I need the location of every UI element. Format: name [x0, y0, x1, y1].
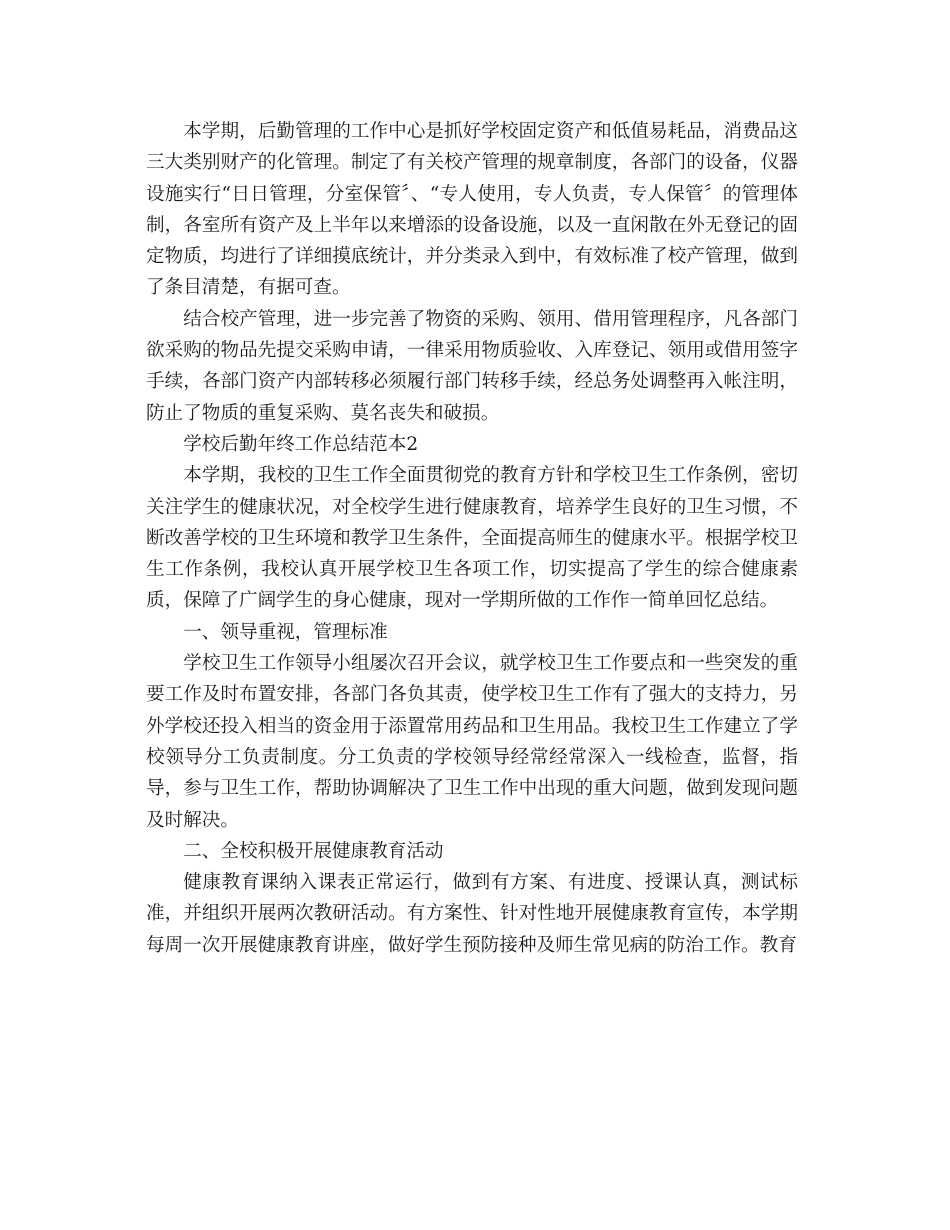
paragraph-hygiene-intro: 本学期，我校的卫生工作全面贯彻党的教育方针和学校卫生工作条例，密切关注学生的健康状况，对全校学生进行健康教育，培养学生良好的卫生习惯，不断改善学校的卫生环境和教学卫生条件，全面提高师生的健康水平。根据学校卫生工作条例，我校认真开展学校卫生各项工作，切实提高了学生的综合健康素质，保障了广阔学生的身心健康，现对一学期所做的工作作一简单回忆总结。	[146, 465, 798, 612]
document-body	[146, 116, 798, 961]
paragraph-procurement: 结合校产管理，进一步完善了物资的采购、领用、借用管理程序，凡各部门欲采购的物品先提交采购申请，一律采用物质验收、入库登记、领用或借用签字手续，各部门资产内部转移必须履行部门转移手续，经总务处调整再入帐注明，防止了物质的重复采购、莫名丧失和破损。	[146, 308, 798, 424]
paragraph-health-education: 健康教育课纳入课表正常运行，做到有方案、有进度、授课认真，测试标准，并组织开展两次教研活动。有方案性、针对性地开展健康教育宣传，本学期每周一次开展健康教育讲座，做好学生预防接种及师生常见病的防治工作。教育	[146, 872, 798, 956]
section-title-sample-2: 学校后勤年终工作总结范本2	[183, 433, 419, 455]
heading-leadership: 一、领导重视，管理标准	[183, 621, 388, 643]
heading-health-education: 二、全校积极开展健康教育活动	[183, 840, 444, 862]
paragraph-leadership: 学校卫生工作领导小组屡次召开会议，就学校卫生工作要点和一些突发的重要工作及时布置安排，各部门各负其责，使学校卫生工作有了强大的支持力，另外学校还投入相当的资金用于添置常用药品和卫生用品。我校卫生工作建立了学校领导分工负责制度。分工负责的学校领导经常经常深入一线检查，监督，指导，参与卫生工作，帮助协调解决了卫生工作中出现的重大问题，做到发现问题及时解决。	[146, 653, 798, 831]
paragraph-asset-management: 本学期，后勤管理的工作中心是抓好学校固定资产和低值易耗品，消费品这三大类别财产的化管理。制定了有关校产管理的规章制度，各部门的设备，仪器设施实行“日日管理，分室保管〞、“专人使用，专人负责，专人保管〞的管理体制，各室所有资产及上半年以来增添的设备设施，以及一直闲散在外无登记的固定物质，均进行了详细摸底统计，并分类录入到中，有效标准了校产管理，做到了条目清楚，有据可查。	[146, 121, 798, 299]
